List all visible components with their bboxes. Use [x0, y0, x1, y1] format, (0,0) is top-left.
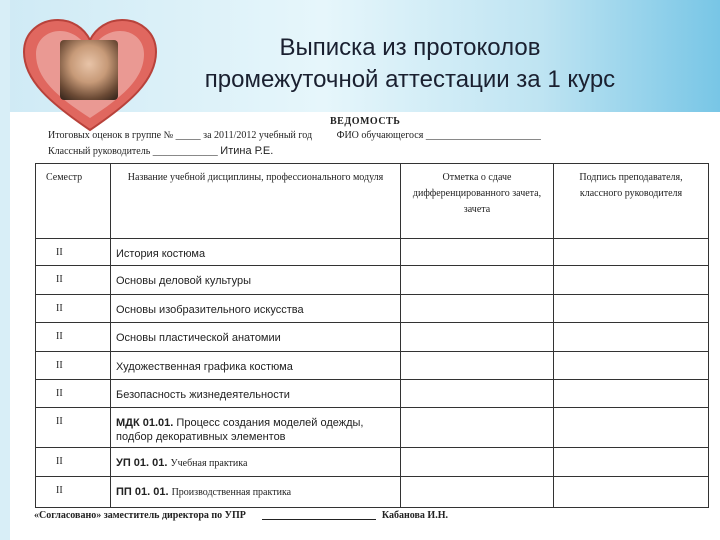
page-title	[150, 32, 670, 96]
mark-cell[interactable]	[401, 266, 554, 295]
class-teacher-name: Итина Р.Е.	[220, 145, 274, 157]
approval-footer	[34, 510, 448, 521]
table-row	[36, 477, 709, 508]
group-year-text: Итоговых оценок в группе № _____ за 2011/2012 учебный год	[48, 130, 313, 141]
module-title: Производственная практика	[171, 487, 292, 498]
semester-cell: II	[36, 448, 111, 477]
subject-cell	[111, 477, 401, 508]
header-signature: Подпись преподавателя, классного руководителя	[554, 164, 709, 239]
signature-cell[interactable]	[554, 352, 709, 380]
semester-cell: II	[36, 266, 111, 295]
subject-cell: История костюма	[111, 239, 401, 266]
title-line-1: Выписка из протоколов	[279, 34, 541, 61]
subject-cell	[111, 448, 401, 477]
table-row	[36, 239, 709, 266]
info-line-group	[48, 130, 541, 141]
grades-table	[35, 163, 709, 508]
header-mark: Отметка о сдаче дифференцированного зачета, зачета	[401, 164, 554, 239]
header-semester: Семестр	[36, 164, 111, 239]
subject-cell	[111, 408, 401, 448]
module-code: МДК 01.01.	[116, 417, 174, 429]
mark-cell[interactable]	[401, 380, 554, 408]
subject-cell: Основы пластической анатомии	[111, 323, 401, 352]
semester-cell: II	[36, 477, 111, 508]
title-line-2: промежуточной аттестации за 1 курс	[204, 66, 616, 93]
semester-cell: II	[36, 323, 111, 352]
semester-cell: II	[36, 380, 111, 408]
student-photo	[60, 40, 118, 100]
left-strip	[0, 0, 10, 540]
table-row	[36, 352, 709, 380]
approver-name: Кабанова И.Н.	[381, 510, 448, 521]
semester-cell: II	[36, 352, 111, 380]
info-line-teacher	[48, 145, 273, 157]
signature-cell[interactable]	[554, 239, 709, 266]
subject-cell: Основы деловой культуры	[111, 266, 401, 295]
mark-cell[interactable]	[401, 477, 554, 508]
mark-cell[interactable]	[401, 239, 554, 266]
table-row	[36, 323, 709, 352]
semester-cell: II	[36, 408, 111, 448]
table-row	[36, 266, 709, 295]
signature-cell[interactable]	[554, 380, 709, 408]
mark-cell[interactable]	[401, 408, 554, 448]
mark-cell[interactable]	[401, 352, 554, 380]
table-row	[36, 295, 709, 323]
signature-cell[interactable]	[554, 477, 709, 508]
subject-cell: Художественная графика костюма	[111, 352, 401, 380]
signature-cell[interactable]	[554, 295, 709, 323]
module-code: УП 01. 01.	[116, 457, 168, 469]
signature-line	[262, 519, 376, 520]
header-subject: Название учебной дисциплины, профессионального модуля	[111, 164, 401, 239]
table-row	[36, 380, 709, 408]
module-code: ПП 01. 01.	[116, 486, 169, 498]
mark-cell[interactable]	[401, 295, 554, 323]
semester-cell: II	[36, 295, 111, 323]
signature-cell[interactable]	[554, 323, 709, 352]
signature-cell[interactable]	[554, 408, 709, 448]
table-row	[36, 448, 709, 477]
subject-cell: Безопасность жизнедеятельности	[111, 380, 401, 408]
student-name-field: ФИО обучающегося _______________________	[336, 130, 541, 141]
table-row	[36, 408, 709, 448]
table-header-row	[36, 164, 709, 239]
signature-cell[interactable]	[554, 448, 709, 477]
subject-cell: Основы изобразительного искусства	[111, 295, 401, 323]
module-title: Процесс создания моделей одежды, подбор декоративных элементов	[116, 417, 364, 443]
mark-cell[interactable]	[401, 323, 554, 352]
mark-cell[interactable]	[401, 448, 554, 477]
signature-cell[interactable]	[554, 266, 709, 295]
class-teacher-label: Классный руководитель _____________	[48, 146, 218, 157]
vedomost-heading: ВЕДОМОСТЬ	[330, 116, 401, 127]
semester-cell: II	[36, 239, 111, 266]
approval-text: «Согласовано» заместитель директора по УПР	[34, 510, 246, 521]
module-title: Учебная практика	[170, 458, 248, 469]
